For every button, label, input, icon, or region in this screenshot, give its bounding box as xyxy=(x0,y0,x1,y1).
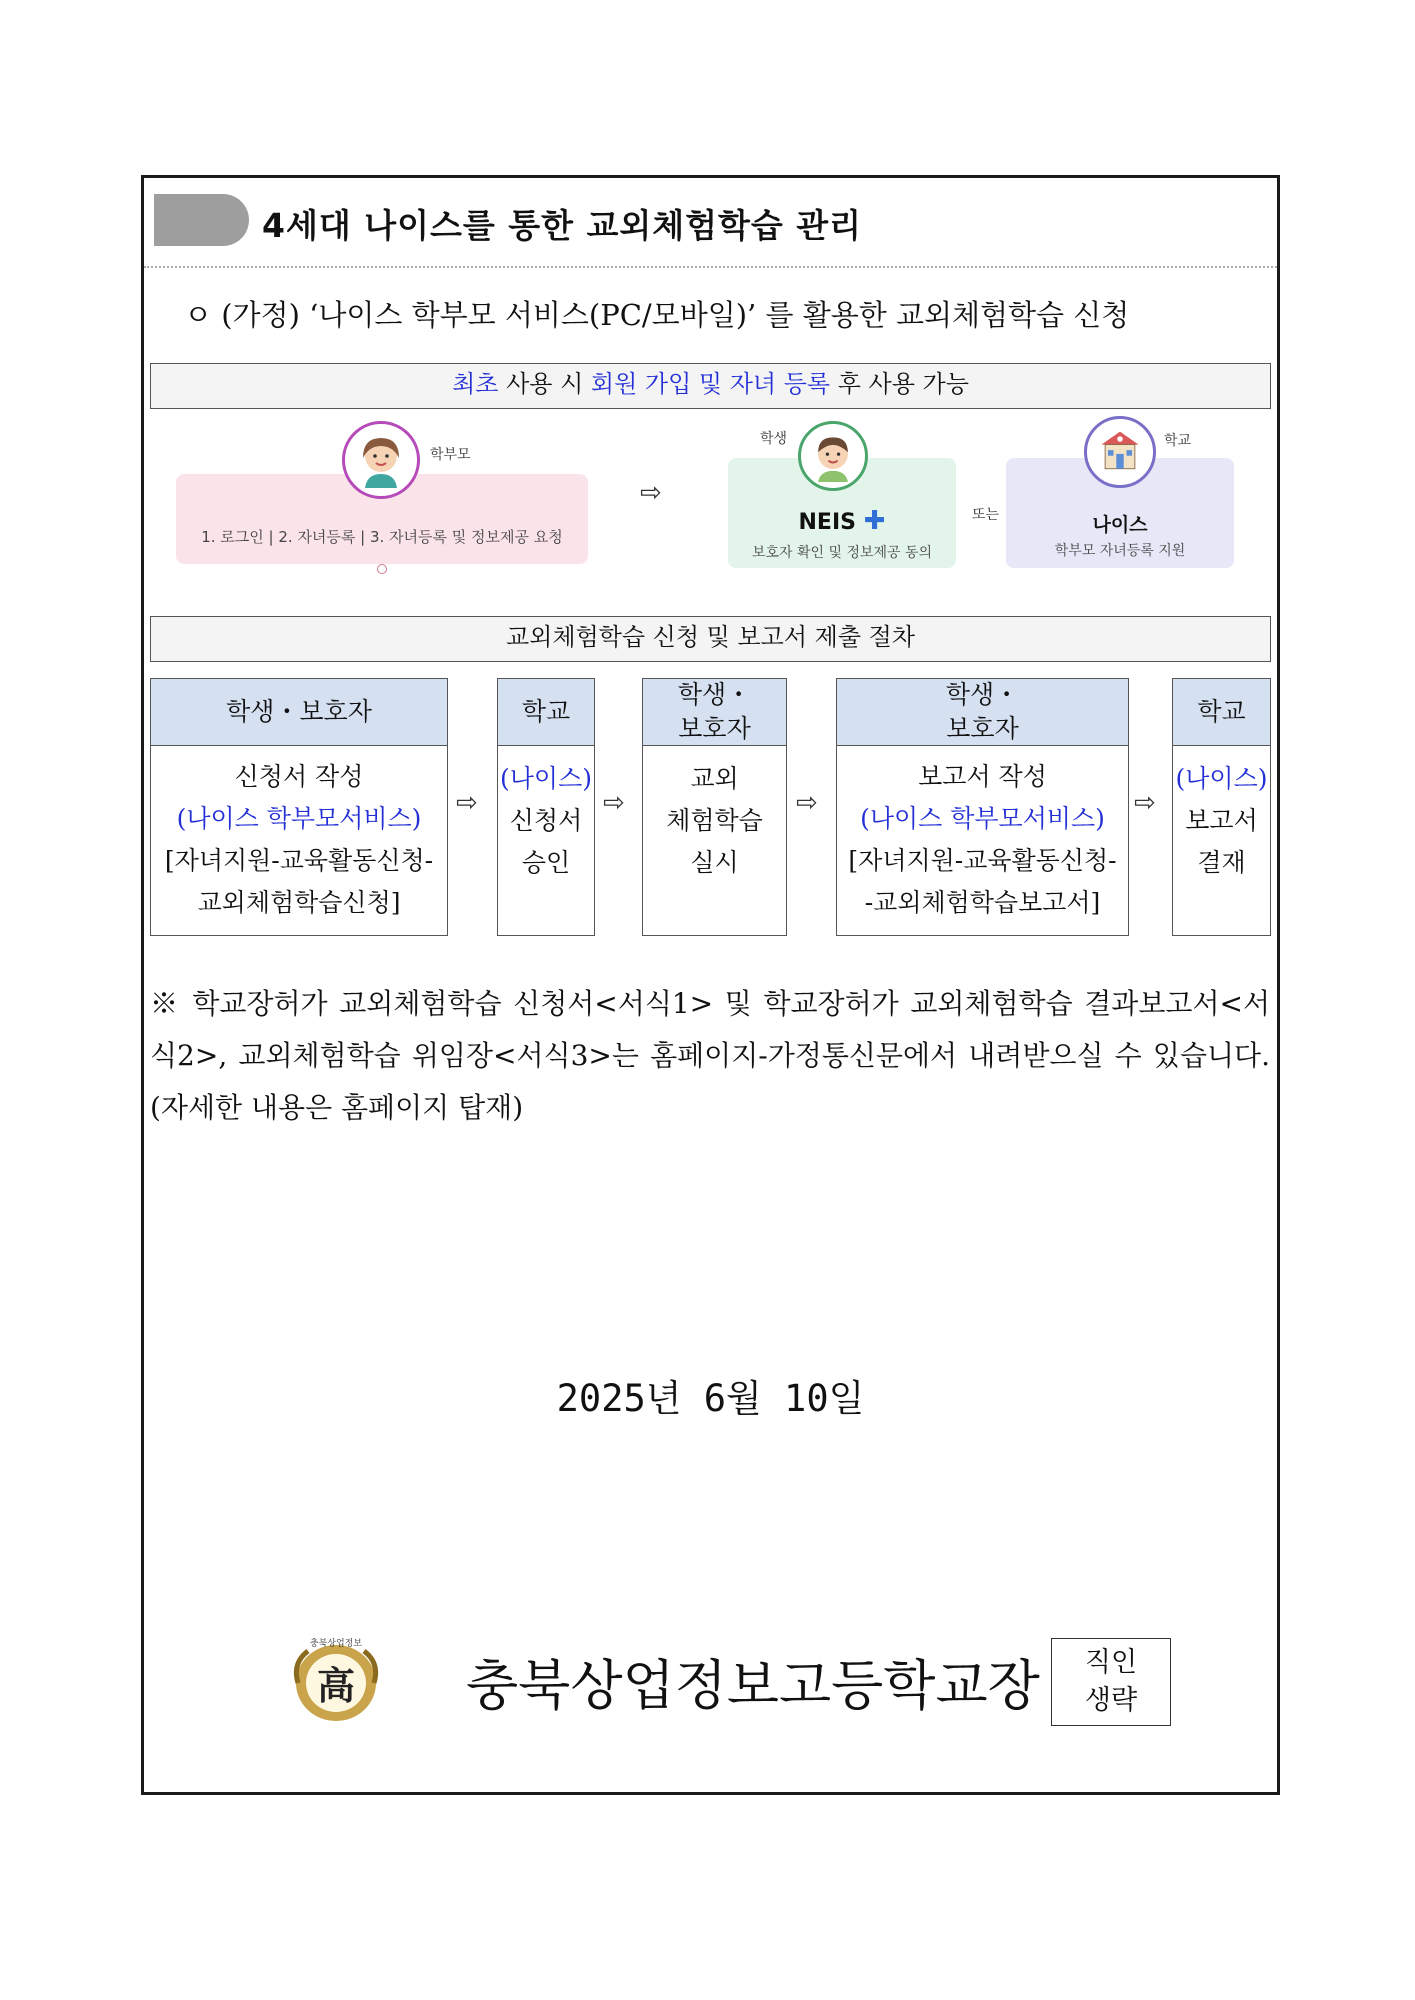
step-1-head: 학생・보호자 xyxy=(151,679,447,746)
school-title: 나이스 xyxy=(1092,514,1148,536)
student-label: 학생 xyxy=(760,431,788,447)
proc-arrow-1: ⇨ xyxy=(456,788,478,818)
student-face-icon xyxy=(807,430,859,482)
or-label: 또는 xyxy=(972,507,1000,523)
stamp-line-1: 직인 xyxy=(1084,1647,1138,1678)
school-building-icon xyxy=(1094,426,1146,478)
signup-arrow: ⇨ xyxy=(640,478,662,508)
neis-sub: 보호자 확인 및 정보제공 동의 xyxy=(751,545,933,561)
proc-arrow-3: ⇨ xyxy=(796,788,818,818)
parent-avatar xyxy=(342,421,420,499)
step-2-body: (나이스) 신청서 승인 xyxy=(500,764,592,877)
signup-text-a: 사용 시 xyxy=(498,370,591,398)
school-label: 학교 xyxy=(1164,433,1192,449)
step-3-body: 교외 체험학습 실시 xyxy=(666,764,763,877)
step-1-body: 신청서 작성 (나이스 학부모서비스) [자녀지원-교육활동신청- 교외체험학습신청] xyxy=(164,762,434,917)
step-2-head: 학교 xyxy=(498,679,594,746)
forms-note: ※ 학교장허가 교외체험학습 신청서<서식1> 및 학교장허가 교외체험학습 결과보고서<서식2>, 교외체험학습 위임장<서식3>는 홈페이지-가정통신문에서 내려받으실 수 있습니다. (자세한 내용은 홈페이지 탑재) xyxy=(150,987,1270,1124)
parent-label: 학부모 xyxy=(430,447,471,463)
proc-arrow-2: ⇨ xyxy=(603,788,625,818)
title-divider xyxy=(144,266,1277,268)
procedure-step-3 xyxy=(642,678,787,936)
school-sub: 학부모 자녀등록 지원 xyxy=(1054,543,1186,559)
step-3-head: 학생・ 보호자 xyxy=(643,679,786,746)
step-5-body: (나이스) 보고서 결재 xyxy=(1175,764,1268,877)
signup-bar xyxy=(150,363,1271,409)
svg-text:충북상업정보: 충북상업정보 xyxy=(309,1639,363,1649)
svg-text:高: 高 xyxy=(316,1663,356,1708)
signup-first: 최초 xyxy=(452,370,499,398)
procedure-step-5 xyxy=(1172,678,1271,936)
school-avatar xyxy=(1084,416,1156,488)
signer-name: 충북상업정보고등학교장 xyxy=(466,1654,1040,1717)
signup-register: 회원 가입 및 자녀 등록 xyxy=(590,370,831,398)
step-4-head: 학생・ 보호자 xyxy=(837,679,1128,746)
document-frame xyxy=(141,175,1280,1795)
procedure-step-1 xyxy=(150,678,448,936)
bullet-line: ㅇ (가정) ‘나이스 학부모 서비스(PC/모바일)’ 를 활용한 교외체험학습 신청 xyxy=(184,298,1130,332)
procedure-bar: 교외체험학습 신청 및 보고서 제출 절차 xyxy=(150,616,1271,662)
parent-connector-dot xyxy=(377,564,387,574)
section-title-text: 나이스를 통한 교외체험학습 관리 xyxy=(364,206,862,245)
section-title-bar xyxy=(154,190,1269,250)
student-avatar xyxy=(798,421,868,491)
step-5-head: 학교 xyxy=(1173,679,1270,746)
signup-text-b: 후 사용 가능 xyxy=(830,370,969,398)
seal-omitted-box xyxy=(1051,1638,1171,1726)
neis-plus-icon: ✚ xyxy=(863,506,886,536)
neis-title: NEIS ✚ xyxy=(798,506,886,536)
proc-arrow-4: ⇨ xyxy=(1134,788,1156,818)
parent-steps: 1. 로그인 | 2. 자녀등록 | 3. 자녀등록 및 정보제공 요청 xyxy=(201,528,563,546)
stamp-line-2: 생략 xyxy=(1084,1685,1138,1716)
document-date: 2025년 6월 10일 xyxy=(556,1377,865,1420)
section-title xyxy=(262,200,862,247)
procedure-step-2 xyxy=(497,678,595,936)
parent-face-icon xyxy=(353,432,409,488)
step-4-body: 보고서 작성 (나이스 학부모서비스) [자녀지원-교육활동신청- -교외체험학습보고서] xyxy=(848,762,1117,917)
title-tab-decoration xyxy=(154,194,249,246)
school-emblem-icon xyxy=(290,1633,382,1725)
section-number: 4세대 xyxy=(262,206,352,245)
procedure-step-4 xyxy=(836,678,1129,936)
